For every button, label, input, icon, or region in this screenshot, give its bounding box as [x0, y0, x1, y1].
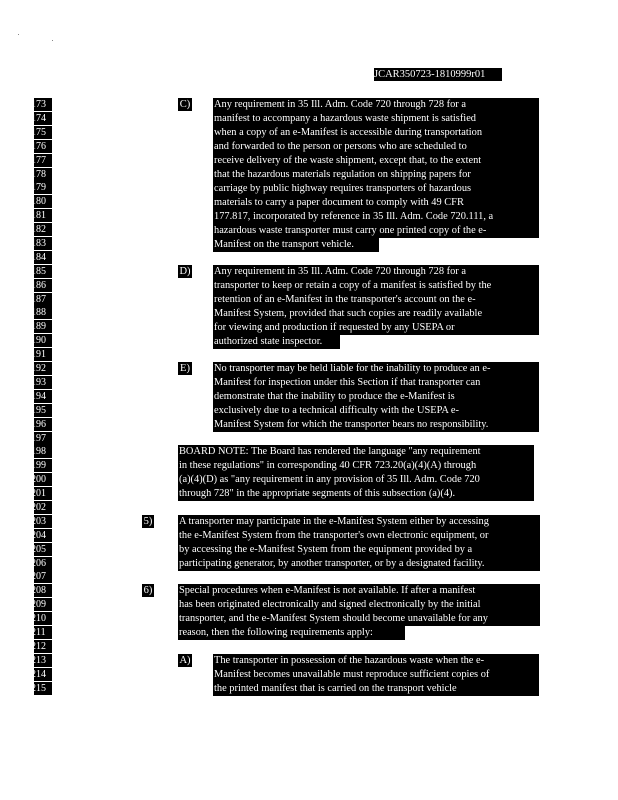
text-line: transporter, and the e-Manifest System should become unavailable for any: [178, 612, 540, 626]
text-line: retention of an e-Manifest in the transporter's account on the e-: [213, 293, 539, 307]
line-number: 175: [34, 126, 52, 139]
subsection-marker-a: A): [179, 655, 191, 666]
line-number: 176: [34, 140, 52, 153]
line-number: 210: [34, 612, 52, 625]
line-number: 184: [34, 251, 52, 264]
line-number: 206: [34, 557, 52, 570]
line-number: 202: [34, 501, 52, 514]
line-number: 207: [34, 570, 52, 583]
line-number: 204: [34, 529, 52, 542]
text-line: manifest to accompany a hazardous waste shipment is satisfied: [213, 112, 539, 126]
line-number: 197: [34, 432, 52, 445]
text-line: participating generator, by another transporter, or by a designated facility.: [178, 557, 540, 571]
line-number: 213: [34, 654, 52, 667]
line-number: 195: [34, 404, 52, 417]
text-line: for viewing and production if requested by any USEPA or: [213, 321, 539, 335]
line-number: 194: [34, 390, 52, 403]
text-line: by accessing the e-Manifest System from the equipment provided by a: [178, 543, 540, 557]
subsection-marker-d: D): [179, 266, 191, 277]
subsection-marker-6: 6): [143, 585, 153, 596]
text-line: authorized state inspector.: [213, 335, 340, 349]
line-number: 182: [34, 223, 52, 236]
paragraph-6: [178, 584, 540, 640]
line-number: 208: [34, 584, 52, 597]
text-line: transporter to keep or retain a copy of a manifest is satisfied by the: [213, 279, 539, 293]
line-number: 190: [34, 334, 52, 347]
line-number: 196: [34, 418, 52, 431]
text-line: the e-Manifest System from the transporter's own electronic equipment, or: [178, 529, 540, 543]
line-number: 212: [34, 640, 52, 653]
text-line: hazardous waste transporter must carry one printed copy of the e-: [213, 224, 539, 238]
line-number: 214: [34, 668, 52, 681]
line-number: 191: [34, 348, 52, 361]
line-number: 187: [34, 293, 52, 306]
text-line: Manifest System for which the transporter bears no responsibility.: [213, 418, 539, 432]
line-number: 203: [34, 515, 52, 528]
paragraph-e: [213, 362, 539, 432]
text-line: reason, then the following requirements apply:: [178, 626, 405, 640]
text-line: and forwarded to the person or persons who are scheduled to: [213, 140, 539, 154]
text-line: exclusively due to a technical difficulty with the USEPA e-: [213, 404, 539, 418]
paragraph-d: [213, 265, 539, 349]
text-line: Special procedures when e-Manifest is not available. If after a manifest: [178, 584, 540, 598]
line-number: 199: [34, 459, 52, 472]
text-line: materials to carry a paper document to comply with 49 CFR: [213, 196, 539, 210]
line-number: 198: [34, 445, 52, 458]
text-line: has been originated electronically and signed electronically by the initial: [178, 598, 540, 612]
line-number: 186: [34, 279, 52, 292]
text-line: (a)(4)(D) as "any requirement in any provision of 35 Ill. Adm. Code 720: [178, 473, 534, 487]
line-number: 181: [34, 209, 52, 222]
line-number: 211: [34, 626, 52, 639]
text-line: Manifest for inspection under this Section if that transporter can: [213, 376, 539, 390]
line-number: 205: [34, 543, 52, 556]
text-line: The transporter in possession of the hazardous waste when the e-: [213, 654, 539, 668]
paragraph-c: [213, 98, 539, 252]
subsection-marker-5: 5): [143, 516, 153, 527]
line-number: 185: [34, 265, 52, 278]
line-number: 201: [34, 487, 52, 500]
board-note: [178, 445, 534, 501]
text-line: Any requirement in 35 Ill. Adm. Code 720 through 728 for a: [213, 98, 539, 112]
line-number: 183: [34, 237, 52, 250]
text-line: when a copy of an e-Manifest is accessible during transportation: [213, 126, 539, 140]
line-number: 188: [34, 306, 52, 319]
text-line: in these regulations" in corresponding 40 CFR 723.20(a)(4)(A) through: [178, 459, 534, 473]
line-number: 173: [34, 98, 52, 111]
line-number: 200: [34, 473, 52, 486]
text-line: demonstrate that the inability to produce the e-Manifest is: [213, 390, 539, 404]
line-number: 215: [34, 682, 52, 695]
line-number: 180: [34, 195, 52, 208]
line-number: 177: [34, 154, 52, 167]
text-line: the printed manifest that is carried on the transport vehicle: [213, 682, 539, 696]
text-line: A transporter may participate in the e-Manifest System either by accessing: [178, 515, 540, 529]
text-line: BOARD NOTE: The Board has rendered the language "any requirement: [178, 445, 534, 459]
line-number: 178: [34, 168, 52, 181]
text-line: Any requirement in 35 Ill. Adm. Code 720 through 728 for a: [213, 265, 539, 279]
text-line: that the hazardous materials regulation on shipping papers for: [213, 168, 539, 182]
text-line: through 728" in the appropriate segments of this subsection (a)(4).: [178, 487, 534, 501]
line-number: 209: [34, 598, 52, 611]
paragraph-a: [213, 654, 539, 696]
text-line: No transporter may be held liable for the inability to produce an e-: [213, 362, 539, 376]
document-reference-code: JCAR350723-1810999r01: [374, 68, 502, 81]
text-line: Manifest on the transport vehicle.: [213, 238, 379, 252]
text-line: Manifest System, provided that such copies are readily available: [213, 307, 539, 321]
subsection-marker-e: E): [178, 362, 192, 375]
paragraph-5: [178, 515, 540, 571]
subsection-marker-c: C): [179, 99, 191, 110]
text-line: carriage by public highway requires transporters of hazardous: [213, 182, 539, 196]
text-line: Manifest becomes unavailable must reproduce sufficient copies of: [213, 668, 539, 682]
line-number: 179: [34, 181, 52, 194]
line-number: 193: [34, 376, 52, 389]
text-line: receive delivery of the waste shipment, except that, to the extent: [213, 154, 539, 168]
line-number: 174: [34, 112, 52, 125]
line-number: 192: [34, 362, 52, 375]
line-number: 189: [34, 320, 52, 333]
text-line: 177.817, incorporated by reference in 35 Ill. Adm. Code 720.111, a: [213, 210, 539, 224]
